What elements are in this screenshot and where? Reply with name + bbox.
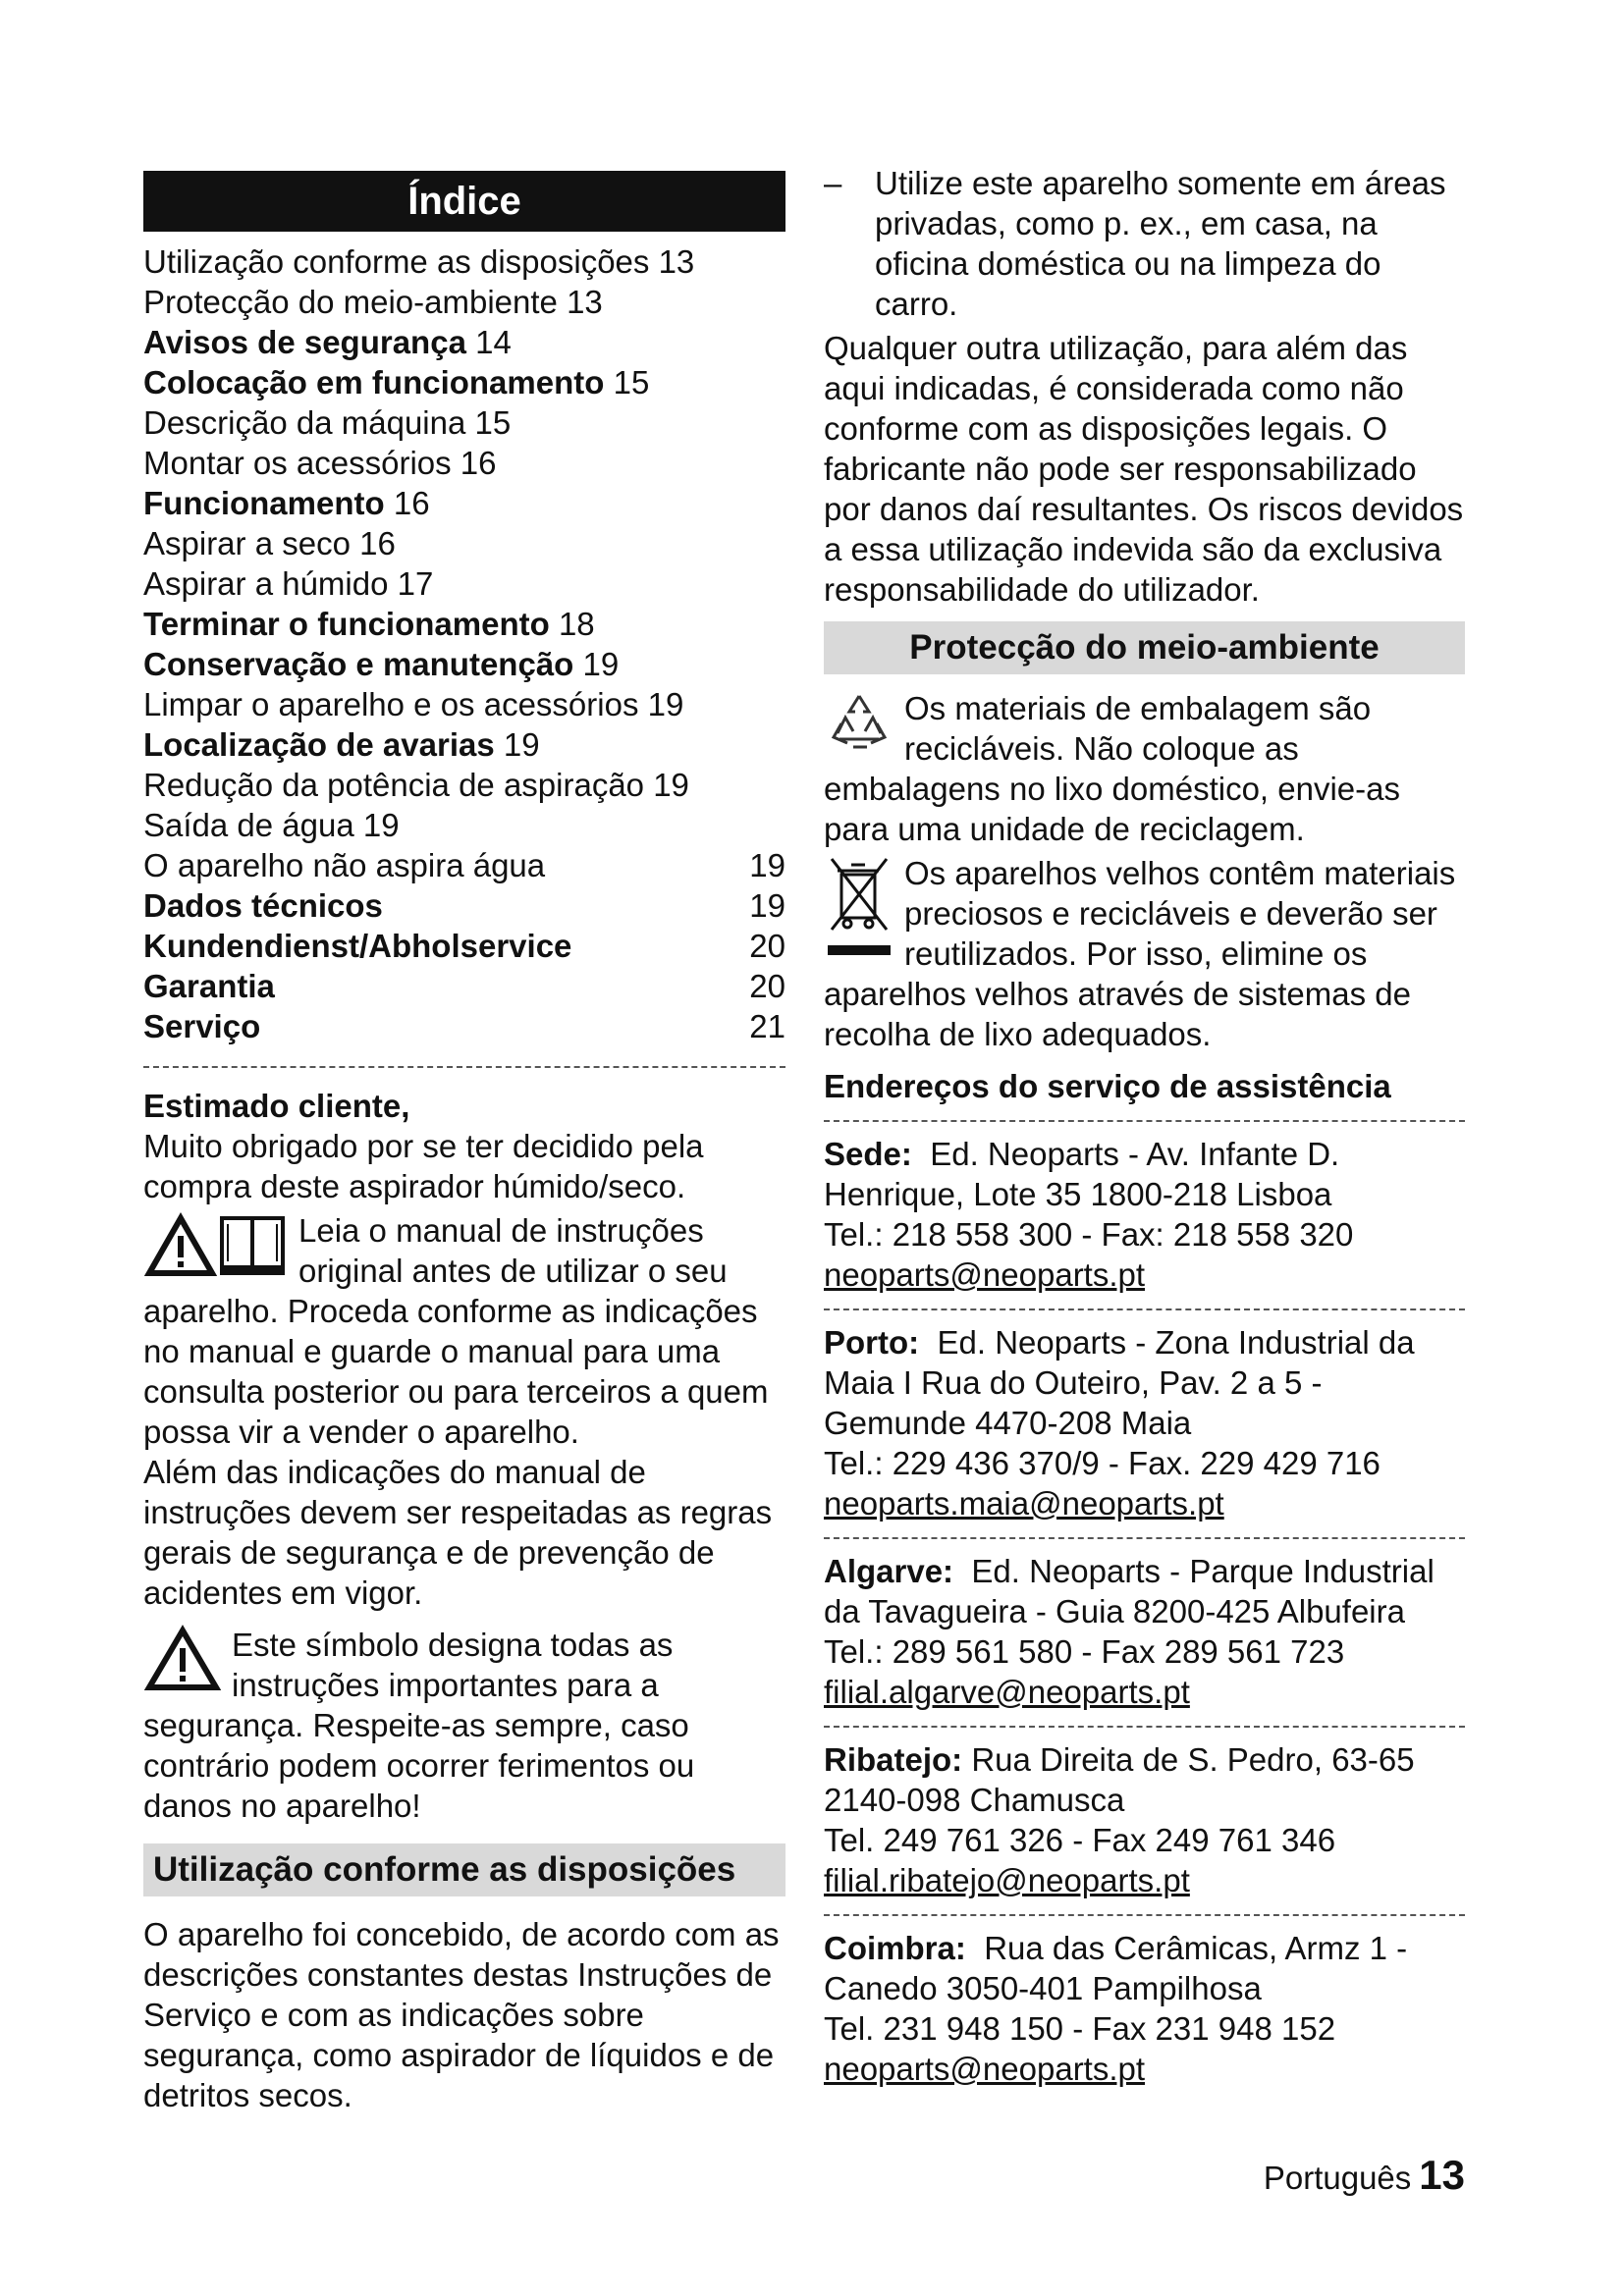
toc-entry[interactable]: Colocação em funcionamento 15 xyxy=(143,364,650,400)
toc-entry[interactable]: Kundendienst/Abholservice 20 xyxy=(143,928,785,964)
thanks-text: Muito obrigado por se ter decidido pela compra deste aspirador húmido/seco. xyxy=(143,1128,704,1204)
crossed-bin-icon xyxy=(824,853,894,961)
table-of-contents xyxy=(143,241,785,1046)
address-porto: Porto: Ed. Neoparts - Zona Industrial da Maia I Rua do Outeiro, Pav. 2 a 5 - Gemunde 4470-208 Maia Tel.: 229 436 370/9 - Fax. 229 429 716 neoparts.maia@neoparts.pt xyxy=(824,1322,1465,1523)
usage-heading: Utilização conforme as disposições xyxy=(143,1843,785,1896)
page-number: 13 xyxy=(1419,2152,1465,2198)
usage-bullet: – Utilize este aparelho somente em áreas privadas, como p. ex., em casa, na oficina doméstica ou na limpeza do carro. xyxy=(824,165,1446,322)
old-devices-note: Os aparelhos velhos contêm materiais preciosos e recicláveis e deverão ser reutilizados. Por isso, elimine os aparelhos velhos através de sistemas de recolha de lixo adequados. xyxy=(824,855,1456,1052)
email-link[interactable]: filial.algarve@neoparts.pt xyxy=(824,1674,1190,1710)
greeting: Estimado cliente, xyxy=(143,1088,410,1124)
environment-heading: Protecção do meio-ambiente xyxy=(824,621,1465,674)
bullet-dash: – xyxy=(824,165,842,201)
page-footer xyxy=(1264,2152,1465,2199)
toc-title: Índice xyxy=(143,171,785,232)
toc-entry[interactable]: Limpar o aparelho e os acessórios 19 xyxy=(143,686,684,722)
toc-entry[interactable]: Terminar o funcionamento 18 xyxy=(143,606,595,642)
toc-entry[interactable]: Redução da potência de aspiração 19 xyxy=(143,767,689,803)
toc-entry[interactable]: Utilização conforme as disposições 13 xyxy=(143,243,695,280)
warning-triangle-icon xyxy=(143,1625,222,1693)
right-column xyxy=(824,163,1465,2089)
email-link[interactable]: neoparts.maia@neoparts.pt xyxy=(824,1485,1224,1522)
address-ribatejo: Ribatejo: Rua Direita de S. Pedro, 63-65 2140-098 Chamusca Tel. 249 761 326 - Fax 249 761 346 filial.ribatejo@neoparts.pt xyxy=(824,1739,1465,1900)
toc-entry[interactable]: Conservação e manutenção 19 xyxy=(143,646,620,682)
email-link[interactable]: neoparts@neoparts.pt xyxy=(824,2051,1146,2087)
toc-entry[interactable]: Dados técnicos 19 xyxy=(143,887,785,924)
safety-symbol-note: Este símbolo designa todas as instruções importantes para a segurança. Respeite-as sempre, caso contrário podem ocorrer ferimentos ou danos no aparelho! xyxy=(143,1627,695,1824)
toc-entry[interactable]: Saída de água 19 xyxy=(143,807,400,843)
address-coimbra: Coimbra: Rua das Cerâmicas, Armz 1 - Canedo 3050-401 Pampilhosa Tel. 231 948 150 - Fax 231 948 152 neoparts@neoparts.pt xyxy=(824,1928,1465,2089)
toc-entry[interactable]: Aspirar a húmido 17 xyxy=(143,565,434,602)
email-link[interactable]: neoparts@neoparts.pt xyxy=(824,1256,1146,1293)
address-sede: Sede: Ed. Neoparts - Av. Infante D. Henrique, Lote 35 1800-218 Lisboa Tel.: 218 558 300 - Fax: 218 558 320 neoparts@neoparts.pt xyxy=(824,1134,1465,1295)
divider xyxy=(143,1066,785,1068)
toc-entry[interactable]: Serviço 21 xyxy=(143,1008,785,1044)
usage-text: O aparelho foi concebido, de acordo com as descrições constantes destas Instruções de Serviço e com as indicações sobre segurança, como aspirador de líquidos e de detritos secos. xyxy=(143,1916,780,2113)
toc-entry[interactable]: O aparelho não aspira água 19 xyxy=(143,847,785,883)
left-column xyxy=(143,171,785,2115)
divider xyxy=(824,1308,1465,1310)
toc-entry[interactable]: Localização de avarias 19 xyxy=(143,726,540,763)
toc-entry[interactable]: Protecção do meio-ambiente 13 xyxy=(143,284,603,320)
email-link[interactable]: filial.ribatejo@neoparts.pt xyxy=(824,1862,1190,1898)
toc-entry[interactable]: Garantia 20 xyxy=(143,968,785,1004)
service-heading: Endereços do serviço de assistência xyxy=(824,1068,1391,1104)
warning-book-icon xyxy=(143,1210,289,1279)
toc-entry[interactable]: Descrição da máquina 15 xyxy=(143,404,512,441)
toc-entry[interactable]: Funcionamento 16 xyxy=(143,485,430,521)
divider xyxy=(824,1914,1465,1916)
divider xyxy=(824,1726,1465,1728)
manual-note: Leia o manual de instruções original antes de utilizar o seu aparelho. Proceda conforme as indicações no manual e guarde o manual para uma consulta posterior ou para terceiros a quem possa vir a vender o aparelho. xyxy=(143,1212,769,1450)
packaging-note: Os materiais de embalagem são recicláveis. Não coloque as embalagens no lixo doméstico, envie-as para uma unidade de reciclagem. xyxy=(824,690,1400,847)
divider xyxy=(824,1120,1465,1122)
other-use-text: Qualquer outra utilização, para além das aqui indicadas, é considerada como não conforme com as disposições legais. O fabricante não pode ser responsabilizado por danos daí resultantes. Os riscos devidos a essa utilização indevida são da exclusiva responsabilidade do utilizador. xyxy=(824,330,1464,608)
address-algarve: Algarve: Ed. Neoparts - Parque Industrial da Tavagueira - Guia 8200-425 Albufeira Tel.: 289 561 580 - Fax 289 561 723 filial.algarve@neoparts.pt xyxy=(824,1551,1465,1712)
recycle-icon xyxy=(824,688,894,759)
toc-entry[interactable]: Avisos de segurança 14 xyxy=(143,324,512,360)
toc-entry[interactable]: Aspirar a seco 16 xyxy=(143,525,396,561)
divider xyxy=(824,1537,1465,1539)
footer-language: Português xyxy=(1263,2160,1412,2196)
rules-note: Além das indicações do manual de instruções devem ser respeitadas as regras gerais de segurança e de prevenção de acidentes em vigor. xyxy=(143,1454,773,1611)
toc-entry[interactable]: Montar os acessórios 16 xyxy=(143,445,497,481)
